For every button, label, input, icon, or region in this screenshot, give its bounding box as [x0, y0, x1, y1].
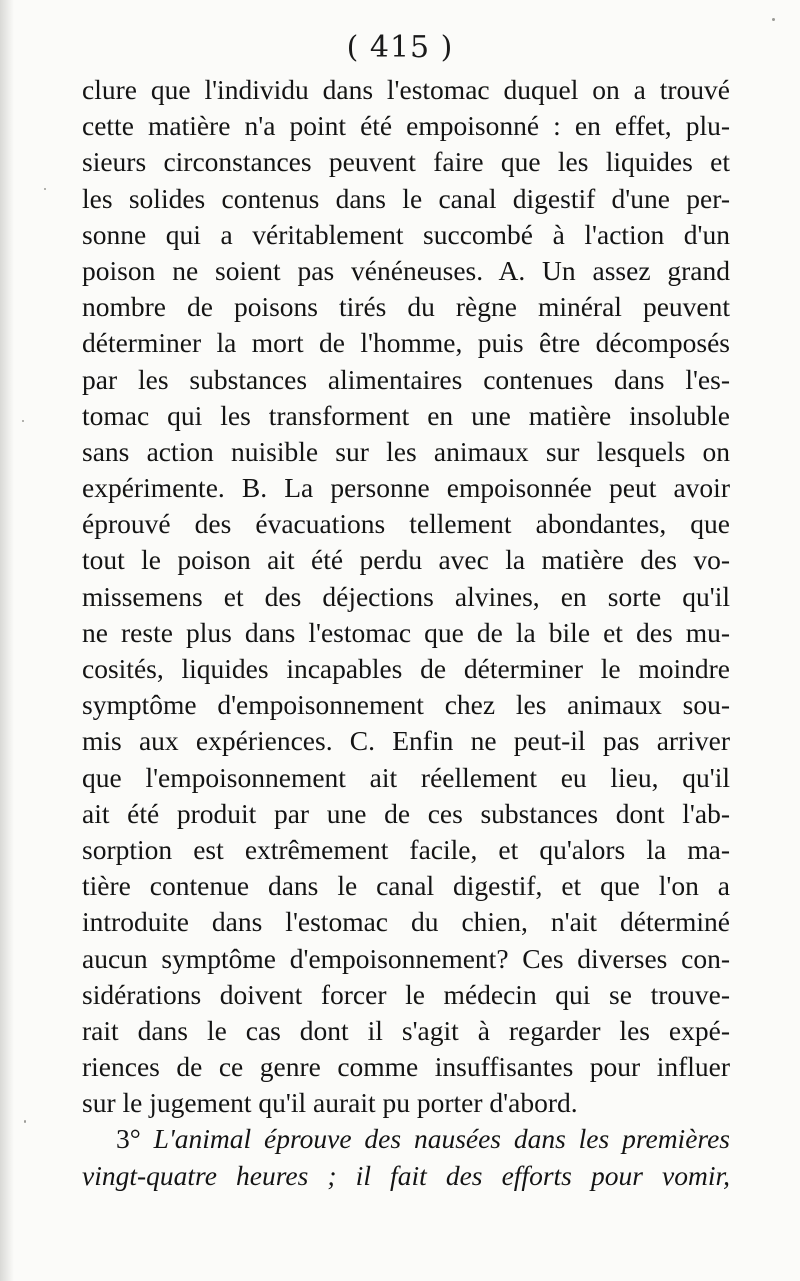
paper-speck	[44, 188, 46, 190]
text-line: mis aux expériences. C. Enfin ne peut-il pas arriver	[82, 725, 730, 757]
text-line: sorption est extrêmement facile, et qu'alors la ma-	[82, 833, 730, 865]
text-line: cette matière n'a point été empoisonné : en effet, plu-	[82, 110, 730, 142]
text-line: sans action nuisible sur les animaux sur lesquels on	[82, 435, 730, 467]
page-body	[82, 72, 730, 1194]
section-text: L'animal éprouve des nausées dans les premières	[153, 1123, 730, 1155]
text-line: tout le poison ait été perdu avec la matière des vo-	[82, 544, 730, 576]
text-line: ne reste plus dans l'estomac que de la bile et des mu-	[82, 616, 730, 648]
text-line: introduite dans l'estomac du chien, n'ait déterminé	[82, 906, 730, 938]
text-line: expérimente. B. La personne empoisonnée peut avoir	[82, 472, 730, 504]
text-line: nombre de poisons tirés du règne minéral peuvent	[82, 291, 730, 323]
text-line: les solides contenus dans le canal digestif d'une per-	[82, 182, 730, 214]
text-line: cosités, liquides incapables de déterminer le moindre	[82, 653, 730, 684]
text-line: que l'empoisonnement ait réellement eu lieu, qu'il	[82, 761, 730, 793]
page-edge-shadow	[0, 0, 14, 1281]
text-line: éprouvé des évacuations tellement abondantes, que	[82, 508, 730, 540]
text-line: tomac qui les transforment en une matière insoluble	[82, 399, 730, 431]
text-line: aucun symptôme d'empoisonnement? Ces diverses con-	[82, 942, 730, 974]
text-line: clure que l'individu dans l'estomac duquel on a trouvé	[82, 74, 730, 105]
text-line: par les substances alimentaires contenues dans l'es-	[82, 363, 730, 395]
text-line: missemens et des déjections alvines, en sorte qu'il	[82, 580, 730, 612]
section-heading-line	[82, 1121, 730, 1157]
paper-speck	[22, 420, 24, 422]
text-line: sonne qui a véritablement succombé à l'action d'un	[82, 218, 730, 250]
text-line: rait dans le cas dont il s'agit à regarder les expé-	[82, 1014, 730, 1046]
paper-speck	[24, 1120, 26, 1123]
text-line: déterminer la mort de l'homme, puis être décomposés	[82, 327, 730, 359]
text-line: tière contenue dans le canal digestif, et que l'on a	[82, 870, 730, 902]
section-number: 3°	[116, 1123, 141, 1155]
text-line: sieurs circonstances peuvent faire que les liquides et	[82, 146, 730, 178]
text-line: sidérations doivent forcer le médecin qui se trouve-	[82, 978, 730, 1010]
text-line: symptôme d'empoisonnement chez les animaux sou-	[82, 689, 730, 721]
text-line: ait été produit par une de ces substances dont l'ab-	[82, 797, 730, 829]
section-text-line: vingt-quatre heures ; il fait des efforts pour vomir,	[82, 1159, 730, 1191]
text-line: poison ne soient pas vénéneuses. A. Un assez grand	[82, 254, 730, 286]
paragraph-last-line: sur le jugement qu'il aurait pu porter d'abord.	[82, 1087, 578, 1119]
page-number: ( 415 )	[346, 30, 454, 65]
text-line: riences de ce genre comme insuffisantes pour influer	[82, 1051, 730, 1083]
paper-speck	[772, 18, 775, 21]
